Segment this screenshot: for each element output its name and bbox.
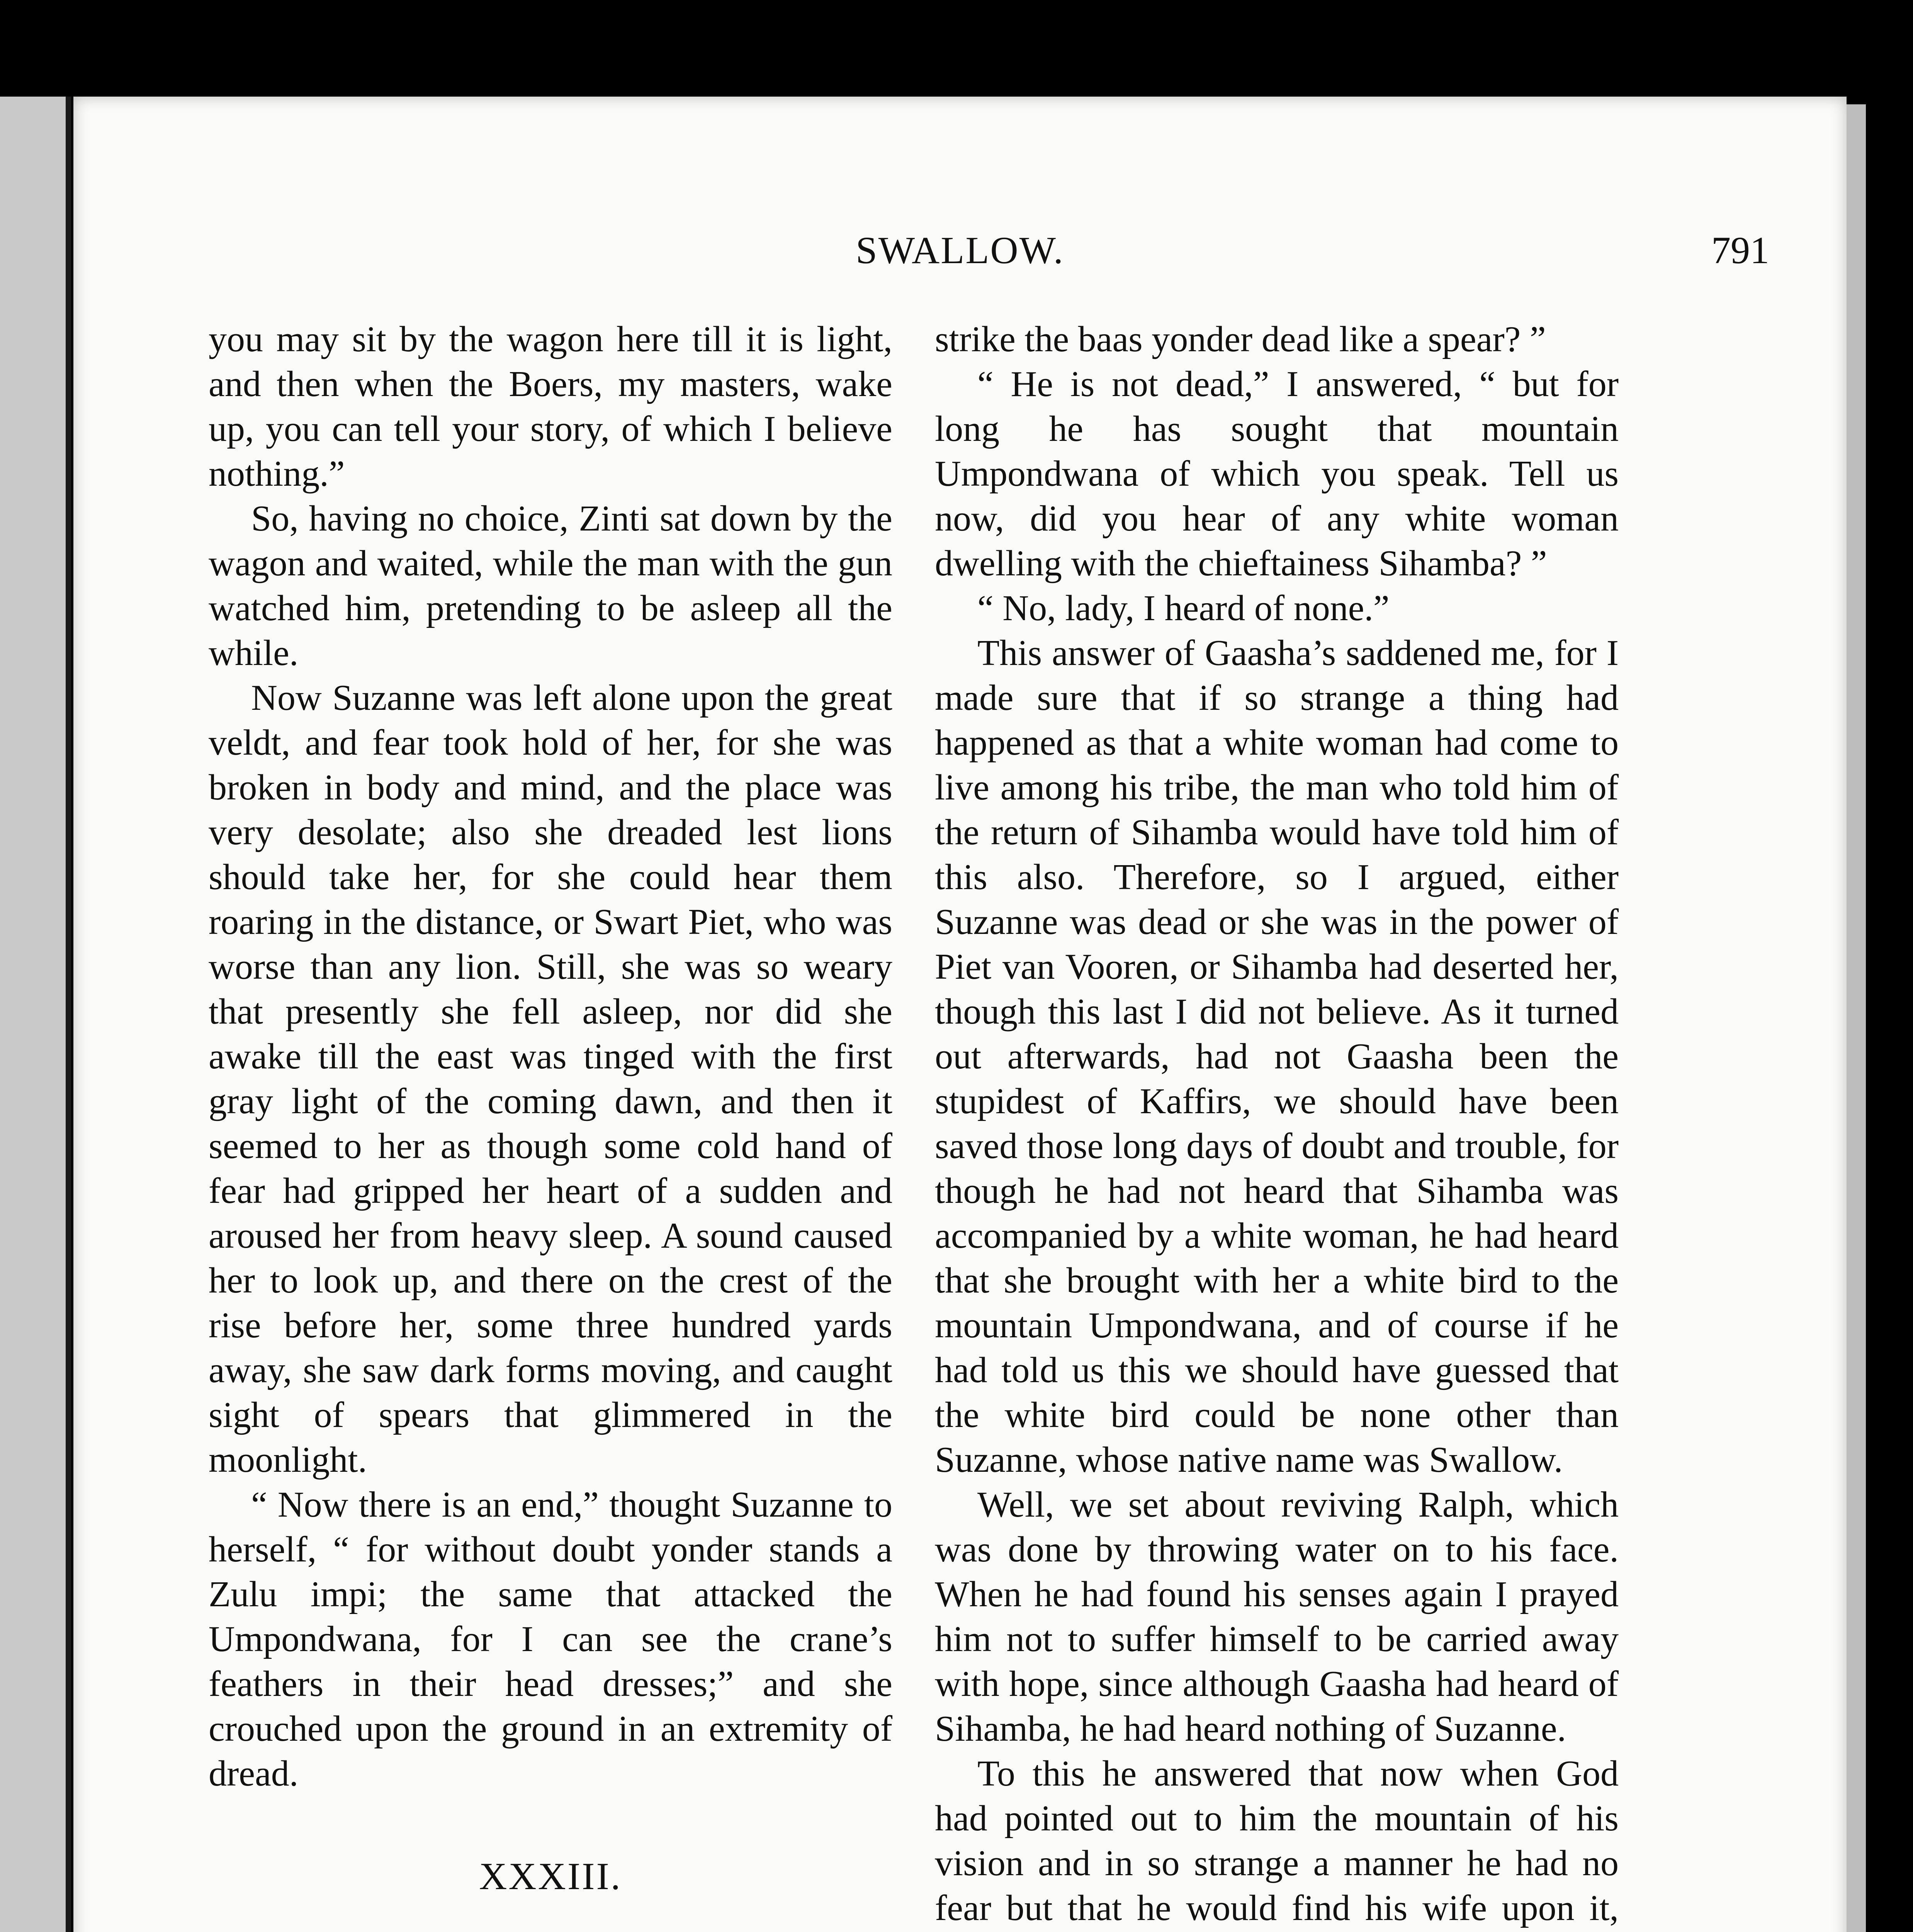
paragraph: Well, we set about reviving Ralph, which was done by throwing water on to his face. When he had found his senses again I prayed him not to suffer himself to be carried away with hope, since although Gaasha had heard of Sihamba, he had heard nothing of Suzanne. — [935, 1485, 1619, 1749]
left-text-column — [209, 317, 892, 1932]
page-number: 791 — [1711, 229, 1769, 272]
paragraph: “ No, lady, I heard of none.” — [977, 588, 1390, 628]
chapter-heading: XXXIII. — [479, 1855, 622, 1898]
paragraph: To this he answered that now when God had pointed out to him the mountain of his vision and in so strange a manner he had no fear but that he would find his wife upon it, — [935, 1753, 1619, 1928]
paragraph: So, having no choice, Zinti sat down by the wagon and waited, while the man with the gun watched him, pretending to be asleep all the while. — [209, 498, 892, 673]
paragraph: Now Suzanne was left alone upon the great veldt, and fear took hold of her, for she was broken in body and mind, and the place was very desolate; also she dreaded lest lions should take her, for she could hear them roaring in the distance, or Swart Piet, who was worse than any lion. Still, she was so weary that presently she fell asleep, nor did she awake till the east was tinged with the first gray light of the coming dawn, and then it seemed to her as though some cold hand of fear had gripped her heart of a sudden and aroused her from heavy sleep. A sound caused her to look up, and there on the crest of the rise before her, some three hundred yards away, she saw dark forms moving, and caught sight of spears that glimmered in the moonlight. — [209, 678, 892, 1480]
right-text-column — [935, 317, 1619, 1932]
paragraph: “ He is not dead,” I answered, “ but for long he has sought that mountain Umpondwana of which you speak. Tell us now, did you hear of any white woman dwelling with the chieftainess Sihamba? ” — [935, 364, 1619, 583]
paragraph: you may sit by the wagon here till it is light, and then when the Boers, my masters, wake up, you can tell your story, of which I believe nothing.” — [209, 319, 892, 494]
page-right-edge — [1847, 104, 1866, 1932]
running-head — [73, 228, 1847, 286]
paragraph: This answer of Gaasha’s saddened me, for I made sure that if so strange a thing had happened as that a white woman had come to live among his tribe, the man who told him of the return of Sihamba would have told him of this also. Therefore, so I argued, either Suzanne was dead or she was in the power of Piet van Vooren, or Sihamba had deserted her, though this last I did not believe. As it turned out afterwards, had not Gaasha been the stupidest of Kaffirs, we should have been saved those long days of doubt and trouble, for though he had not heard that Sihamba was accompanied by a white woman, he had heard that she brought with her a white bird to the mountain Umpondwana, and of course if he had told us this we should have guessed that the white bird could be none other than Suzanne, whose native name was Swallow. — [935, 633, 1619, 1480]
paragraph: strike the baas yonder dead like a spear? ” — [935, 319, 1546, 359]
facing-page-edge — [0, 97, 71, 1932]
paragraph: “ Now there is an end,” thought Suzanne to herself, “ for without doubt yonder stands a Zulu impi; the same that attacked the Umpondwana, for I can see the crane’s feathers in their head dresses;” and she crouched upon the ground in an extremity of dread. — [209, 1485, 892, 1794]
running-head-title: SWALLOW. — [856, 229, 1064, 272]
book-page — [73, 97, 1847, 1932]
